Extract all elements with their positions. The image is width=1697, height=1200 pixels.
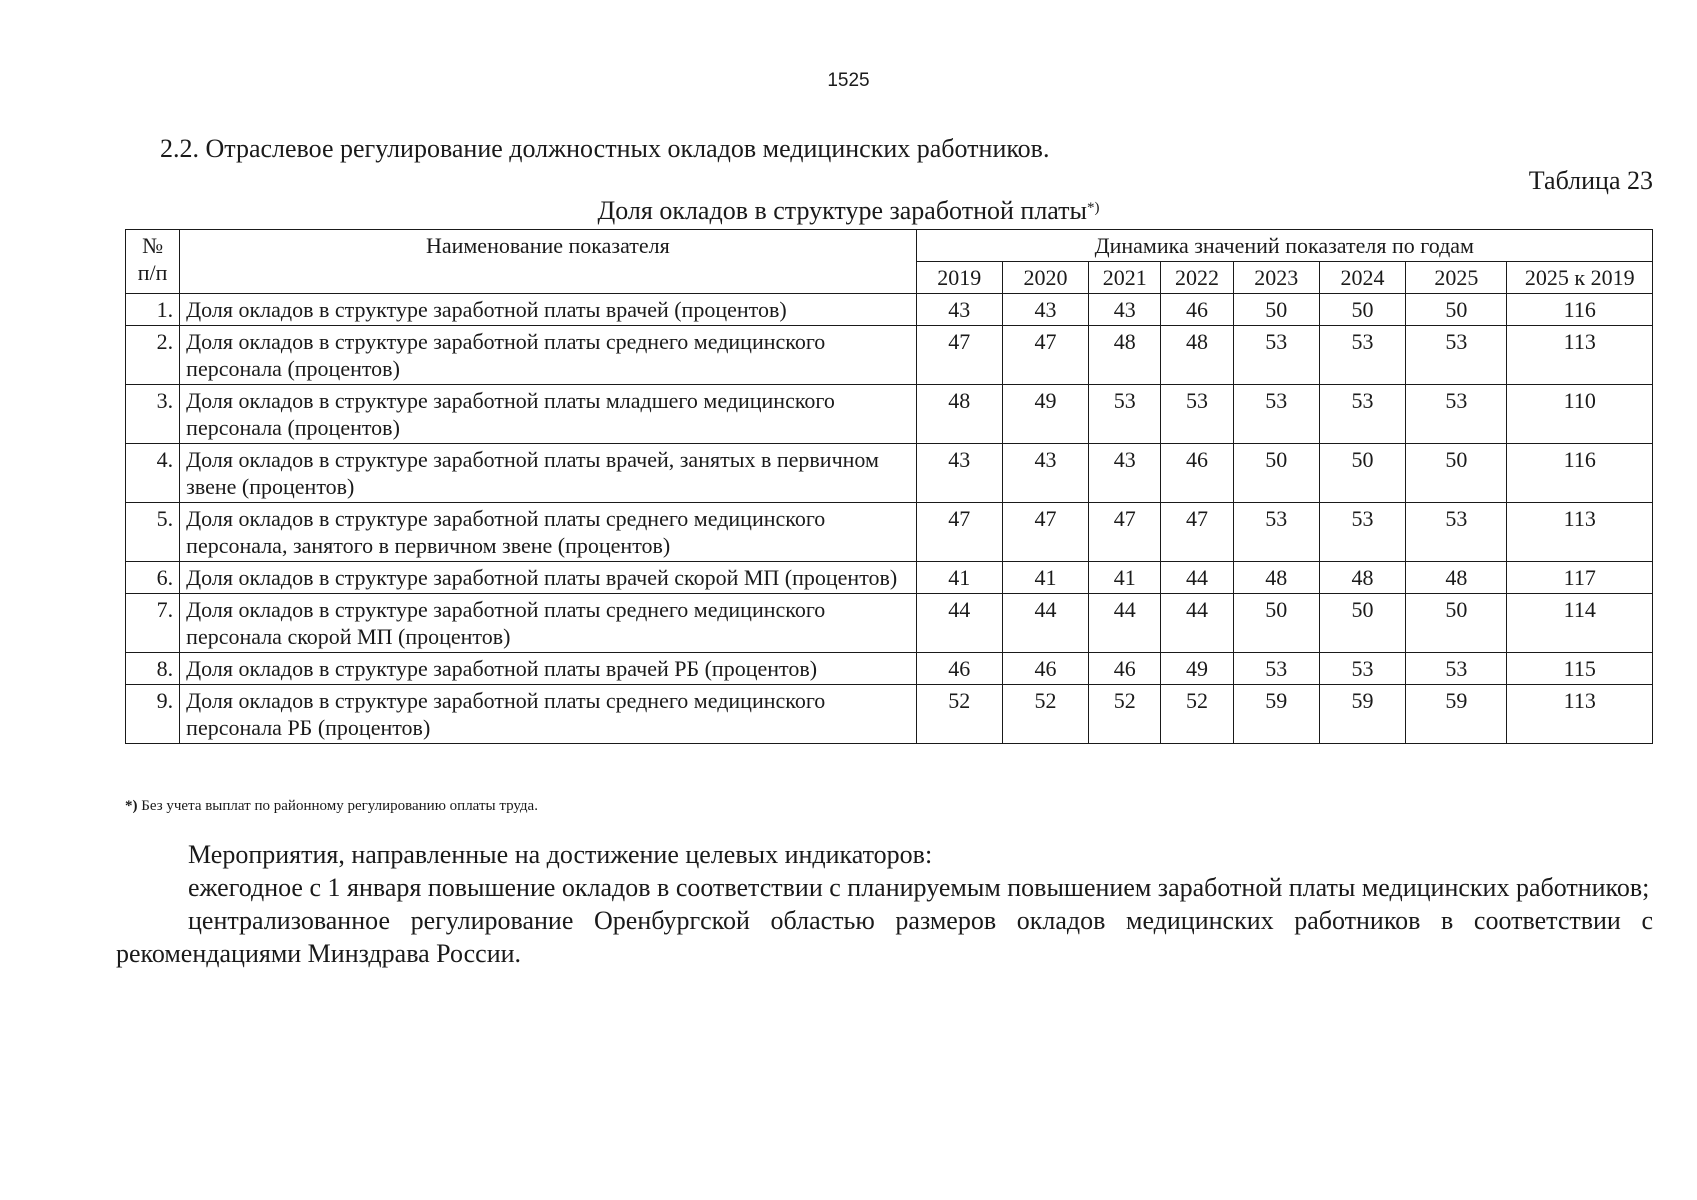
value-cell: 50: [1406, 294, 1507, 326]
indicator-name: Доля окладов в структуре заработной платы врачей (процентов): [180, 294, 916, 326]
table-header-row: [126, 230, 1653, 262]
value-cell: 48: [1089, 326, 1161, 385]
header-year: 2019: [916, 262, 1002, 294]
paragraph: ежегодное с 1 января повышение окладов в соответствии с планируемым повышением заработной платы медицинских работников;: [188, 873, 1650, 902]
value-cell: 46: [1161, 294, 1233, 326]
table-body: [126, 294, 1653, 744]
value-cell: 46: [916, 653, 1002, 685]
value-cell: 53: [1319, 326, 1405, 385]
value-cell: 43: [1089, 294, 1161, 326]
row-number: 1.: [126, 294, 180, 326]
footnote-text: Без учета выплат по районному регулированию оплаты труда.: [137, 798, 538, 814]
table-row: [126, 444, 1653, 503]
table-title-footnote-mark: *): [1087, 200, 1100, 216]
row-number: 2.: [126, 326, 180, 385]
header-year: 2022: [1161, 262, 1233, 294]
value-cell: 53: [1406, 385, 1507, 444]
value-cell: 46: [1161, 444, 1233, 503]
indicator-name: Доля окладов в структуре заработной платы среднего медицинского персонала, занятого в первичном звене (процентов): [180, 503, 916, 562]
value-cell: 43: [1002, 444, 1088, 503]
table-title-text: Доля окладов в структуре заработной платы: [597, 196, 1087, 225]
value-cell: 44: [1161, 594, 1233, 653]
header-dynamics: Динамика значений показателя по годам: [916, 230, 1652, 262]
value-cell: 47: [916, 326, 1002, 385]
value-cell: 41: [1002, 562, 1088, 594]
row-number: 9.: [126, 685, 180, 744]
row-number: 3.: [126, 385, 180, 444]
value-cell: 49: [1161, 653, 1233, 685]
value-cell: 48: [1161, 326, 1233, 385]
value-cell: 52: [1161, 685, 1233, 744]
footnote: [125, 798, 538, 815]
salary-share-table: [125, 229, 1653, 744]
value-cell: 53: [1406, 503, 1507, 562]
value-cell: 47: [916, 503, 1002, 562]
value-cell: 116: [1507, 444, 1653, 503]
header-name: Наименование показателя: [180, 230, 916, 294]
table-row: [126, 385, 1653, 444]
value-cell: 53: [1161, 385, 1233, 444]
value-cell: 110: [1507, 385, 1653, 444]
value-cell: 59: [1319, 685, 1405, 744]
value-cell: 50: [1319, 594, 1405, 653]
value-cell: 48: [1319, 562, 1405, 594]
header-num: № п/п: [126, 230, 180, 294]
table-title: [0, 196, 1697, 226]
value-cell: 50: [1233, 594, 1319, 653]
value-cell: 116: [1507, 294, 1653, 326]
value-cell: 46: [1089, 653, 1161, 685]
header-year: 2025: [1406, 262, 1507, 294]
table-row: [126, 594, 1653, 653]
value-cell: 50: [1233, 294, 1319, 326]
value-cell: 53: [1319, 653, 1405, 685]
header-year: 2023: [1233, 262, 1319, 294]
indicator-name: Доля окладов в структуре заработной платы врачей скорой МП (процентов): [180, 562, 916, 594]
value-cell: 117: [1507, 562, 1653, 594]
value-cell: 53: [1233, 503, 1319, 562]
indicator-name: Доля окладов в структуре заработной платы среднего медицинского персонала (процентов): [180, 326, 916, 385]
row-number: 7.: [126, 594, 180, 653]
row-number: 6.: [126, 562, 180, 594]
row-number: 4.: [126, 444, 180, 503]
table-row: [126, 326, 1653, 385]
value-cell: 44: [1002, 594, 1088, 653]
value-cell: 59: [1406, 685, 1507, 744]
row-number: 8.: [126, 653, 180, 685]
value-cell: 50: [1406, 594, 1507, 653]
value-cell: 59: [1233, 685, 1319, 744]
value-cell: 50: [1319, 294, 1405, 326]
value-cell: 52: [1089, 685, 1161, 744]
header-year: 2020: [1002, 262, 1088, 294]
value-cell: 44: [916, 594, 1002, 653]
table-row: [126, 653, 1653, 685]
value-cell: 44: [1161, 562, 1233, 594]
value-cell: 48: [916, 385, 1002, 444]
value-cell: 41: [916, 562, 1002, 594]
table-row: [126, 294, 1653, 326]
value-cell: 43: [1002, 294, 1088, 326]
value-cell: 48: [1406, 562, 1507, 594]
value-cell: 47: [1002, 503, 1088, 562]
value-cell: 47: [1161, 503, 1233, 562]
value-cell: 113: [1507, 326, 1653, 385]
indicator-name: Доля окладов в структуре заработной платы младшего медицинского персонала (процентов): [180, 385, 916, 444]
value-cell: 53: [1233, 653, 1319, 685]
value-cell: 53: [1319, 385, 1405, 444]
value-cell: 41: [1089, 562, 1161, 594]
table-row: [126, 562, 1653, 594]
body-text: [116, 838, 1653, 970]
value-cell: 49: [1002, 385, 1088, 444]
value-cell: 115: [1507, 653, 1653, 685]
table-row: [126, 503, 1653, 562]
value-cell: 48: [1233, 562, 1319, 594]
table-label: Таблица 23: [1528, 166, 1653, 195]
value-cell: 53: [1406, 326, 1507, 385]
footnote-mark: *): [125, 798, 138, 814]
value-cell: 53: [1406, 653, 1507, 685]
paragraph: централизованное регулирование Оренбургской областью размеров окладов медицинских работников в соответствии с рекомендациями Минздрава России.: [116, 906, 1653, 968]
value-cell: 52: [1002, 685, 1088, 744]
value-cell: 53: [1233, 385, 1319, 444]
value-cell: 53: [1233, 326, 1319, 385]
header-year: 2024: [1319, 262, 1405, 294]
value-cell: 47: [1089, 503, 1161, 562]
value-cell: 50: [1406, 444, 1507, 503]
value-cell: 53: [1089, 385, 1161, 444]
value-cell: 43: [916, 294, 1002, 326]
value-cell: 46: [1002, 653, 1088, 685]
value-cell: 113: [1507, 685, 1653, 744]
value-cell: 53: [1319, 503, 1405, 562]
row-number: 5.: [126, 503, 180, 562]
value-cell: 44: [1089, 594, 1161, 653]
header-year: 2025 к 2019: [1507, 262, 1653, 294]
value-cell: 47: [1002, 326, 1088, 385]
indicator-name: Доля окладов в структуре заработной платы среднего медицинского персонала скорой МП (процентов): [180, 594, 916, 653]
page-number: 1525: [827, 70, 870, 91]
paragraph: Мероприятия, направленные на достижение целевых индикаторов:: [188, 840, 933, 869]
value-cell: 114: [1507, 594, 1653, 653]
table-row: [126, 685, 1653, 744]
value-cell: 50: [1319, 444, 1405, 503]
value-cell: 113: [1507, 503, 1653, 562]
value-cell: 50: [1233, 444, 1319, 503]
section-heading: 2.2. Отраслевое регулирование должностных окладов медицинских работников.: [160, 134, 1050, 163]
value-cell: 43: [916, 444, 1002, 503]
value-cell: 52: [916, 685, 1002, 744]
value-cell: 43: [1089, 444, 1161, 503]
indicator-name: Доля окладов в структуре заработной платы врачей РБ (процентов): [180, 653, 916, 685]
indicator-name: Доля окладов в структуре заработной платы среднего медицинского персонала РБ (процентов): [180, 685, 916, 744]
header-year: 2021: [1089, 262, 1161, 294]
indicator-name: Доля окладов в структуре заработной платы врачей, занятых в первичном звене (процентов): [180, 444, 916, 503]
